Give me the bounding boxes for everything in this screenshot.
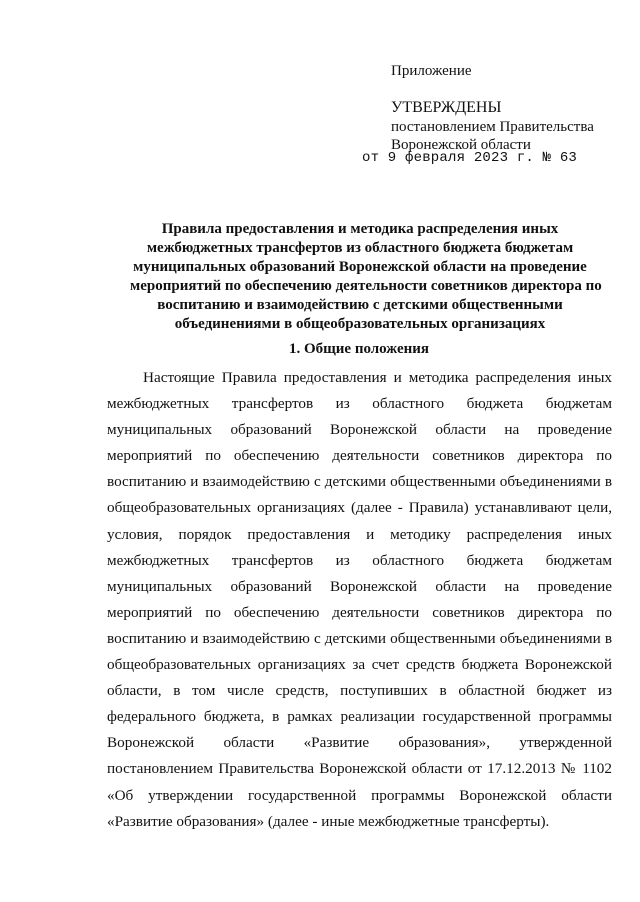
paragraph-line: постановлением Правительства Воронежской области от 17.12.2013 № 1102 xyxy=(107,760,612,778)
title-line: объединениями в общеобразовательных организациях xyxy=(174,316,546,332)
title-line: Правила предоставления и методика распределения иных xyxy=(161,221,559,237)
paragraph-line: «Развитие образования» (далее - иные межбюджетные трансферты). xyxy=(107,812,550,830)
title-line: муниципальных образований Воронежской области на проведение xyxy=(133,259,587,275)
approval-block xyxy=(391,62,594,154)
title-line: межбюджетных трансфертов из областного бюджета бюджетам xyxy=(146,240,574,256)
paragraph-line: муниципальных образований Воронежской области на проведение xyxy=(107,577,612,595)
paragraph-line: межбюджетных трансфертов из областного бюджета бюджетам xyxy=(107,551,612,569)
paragraph-line: мероприятий по обеспечению деятельности советников директора по xyxy=(107,447,612,465)
title-line: воспитанию и взаимодействию с детскими общественными xyxy=(157,297,563,313)
paragraph-line: общеобразовательных организациях (далее - Правила) устанавливают цели, xyxy=(107,499,612,517)
paragraph-line: Настоящие Правила предоставления и методика распределения иных xyxy=(143,369,612,386)
paragraph-line: мероприятий по обеспечению деятельности советников директора по xyxy=(107,603,612,621)
appendix-label: Приложение xyxy=(391,63,472,79)
paragraph-line: области, в том числе средств, поступивших в областной бюджет из xyxy=(107,682,612,700)
paragraph-line: воспитанию и взаимодействию с детскими общественными объединениями в xyxy=(107,629,612,647)
section-heading: 1. Общие положения xyxy=(288,341,430,357)
approved-label: УТВЕРЖДЕНЫ xyxy=(391,99,502,116)
paragraph-line: Воронежской области «Развитие образования», утвержденной xyxy=(107,734,612,752)
document-title xyxy=(130,220,602,334)
paragraph-line: межбюджетных трансфертов из областного бюджета бюджетам xyxy=(107,395,612,413)
paragraph-line: «Об утверждении государственной программы Воронежской области xyxy=(107,786,612,804)
paragraph-line: условия, порядок предоставления и методику распределения иных xyxy=(107,525,612,543)
title-line: мероприятий по обеспечению деятельности советников директора по xyxy=(130,278,602,294)
section-paragraph xyxy=(107,365,612,835)
decree-date-line: от 9 февраля 2023 г. № 63 xyxy=(362,150,578,166)
approved-by-line-2: Воронежской области xyxy=(391,137,531,153)
paragraph-line: федерального бюджета, в рамках реализации государственной программы xyxy=(107,708,612,726)
approved-by-line-1: постановлением Правительства xyxy=(391,119,594,135)
paragraph-line: воспитанию и взаимодействию с детскими общественными объединениями в xyxy=(107,473,612,491)
paragraph-line: муниципальных образований Воронежской области на проведение xyxy=(107,421,612,439)
paragraph-line: общеобразовательных организациях за счет средств бюджета Воронежской xyxy=(107,656,612,674)
